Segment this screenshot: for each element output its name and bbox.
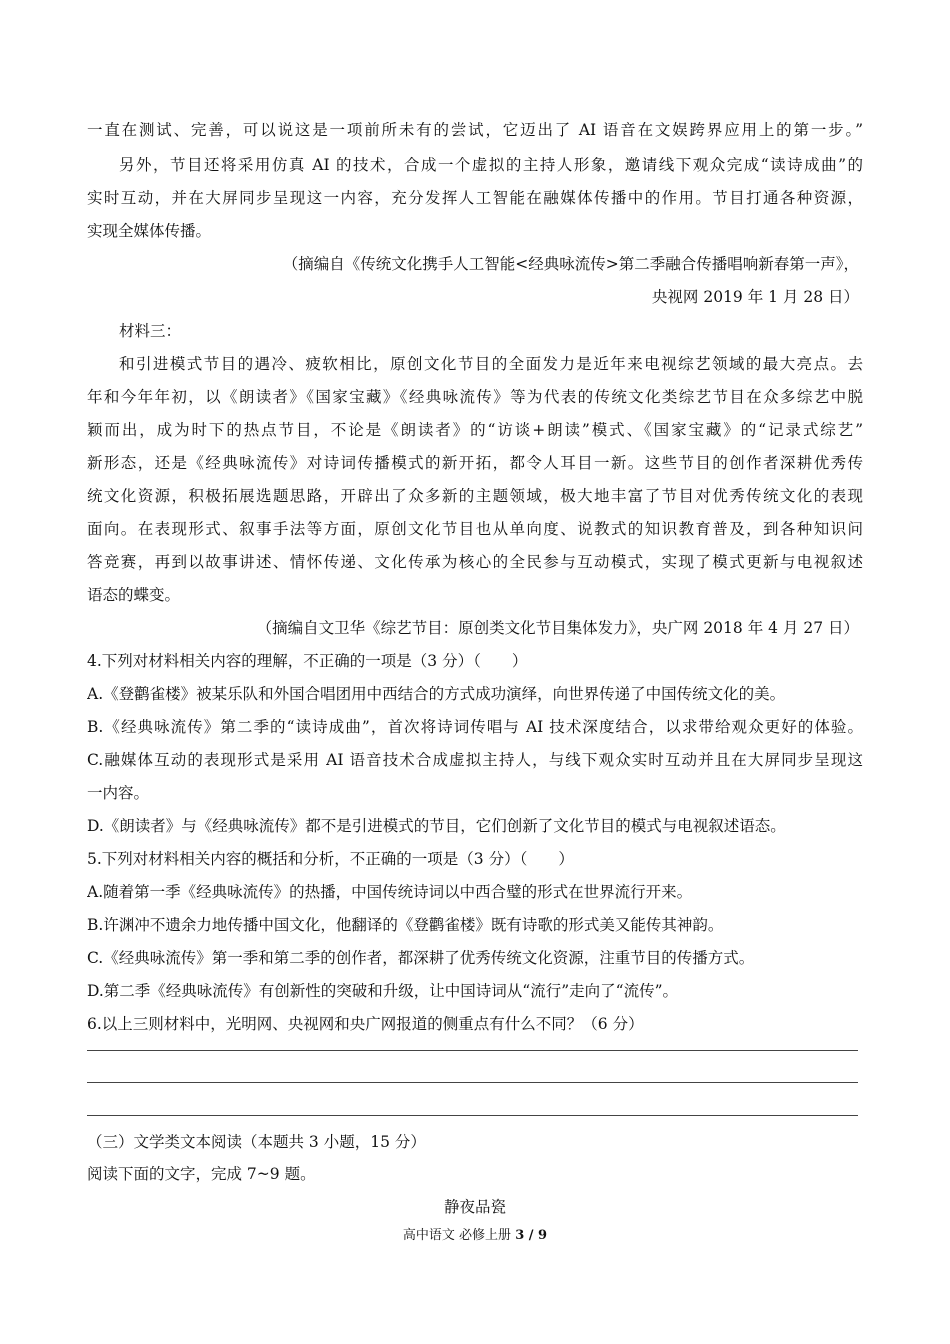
answer-line-3[interactable] (87, 1115, 858, 1116)
material3-line-2: 年和今年年初，以《朗读者》《国家宝藏》《经典咏流传》等为代表的传统文化类综艺节目在众多综艺中脱 (87, 388, 863, 406)
source2-line-2: 央视网 2019 年 1 月 28 日） (651, 288, 859, 306)
material3-line-7: 答竞赛，再到以故事讲述、情怀传递、文化传承为核心的全民参与互动模式，实现了模式更新与电视叙述 (87, 553, 863, 571)
article-title: 静夜品瓷 (443, 1198, 506, 1216)
section3-instruction: 阅读下面的文字，完成 7~9 题。 (87, 1165, 316, 1183)
section3-title: （三）文学类文本阅读（本题共 3 小题，15 分） (87, 1133, 426, 1151)
q4-option-d: D.《朗读者》与《经典咏流传》都不是引进模式的节目，它们创新了文化节目的模式与电视叙述语态。 (87, 817, 786, 835)
q4-option-c-line-1: C.融媒体互动的表现形式是采用 AI 语音技术合成虚拟主持人，与线下观众实时互动并且在大屏同步呈现这 (87, 751, 863, 769)
material3-heading: 材料三： (119, 322, 182, 340)
material2-line-2: 另外，节目还将采用仿真 AI 的技术，合成一个虚拟的主持人形象，邀请线下观众完成“读诗成曲”的 (119, 156, 863, 174)
source2-line-1: （摘编自《传统文化携手人工智能<经典咏流传>第二季融合传播唱响新春第一声》， (282, 255, 859, 273)
material2-line-4: 实现全媒体传播。 (87, 222, 212, 240)
q4-option-c-line-2: 一内容。 (87, 784, 150, 802)
answer-line-1[interactable] (87, 1050, 858, 1051)
q4-option-a: A.《登鹳雀楼》被某乐队和外国合唱团用中西结合的方式成功演绎，向世界传递了中国传统文化的美。 (87, 685, 786, 703)
answer-line-2[interactable] (87, 1082, 858, 1083)
q4-option-b: B.《经典咏流传》第二季的“读诗成曲”，首次将诗词传唱与 AI 技术深度结合，以求带给观众更好的体验。 (87, 718, 863, 736)
footer-course: 高中语文 必修上册 (402, 1228, 512, 1243)
material3-line-8: 语态的蝶变。 (87, 586, 181, 604)
q6-stem: 6.以上三则材料中，光明网、央视网和央广网报道的侧重点有什么不同？（6 分） (87, 1015, 644, 1033)
q5-option-c: C.《经典咏流传》第一季和第二季的创作者，都深耕了优秀传统文化资源，注重节目的传播方式。 (87, 949, 755, 967)
page-footer (0, 1228, 950, 1244)
q5-option-a: A.随着第一季《经典咏流传》的热播，中国传统诗词以中西合璧的形式在世界流行开来。 (87, 883, 693, 901)
q4-stem: 4.下列对材料相关内容的理解，不正确的一项是（3 分）（ ） (87, 652, 528, 670)
material2-line-3: 实时互动，并在大屏同步呈现这一内容，充分发挥人工智能在融媒体传播中的作用。节目打通各种资源， (87, 189, 863, 207)
q5-option-d: D.第二季《经典咏流传》有创新性的突破和升级，让中国诗词从“流行”走向了“流传”。 (87, 982, 679, 1000)
material3-line-3: 颖而出，成为时下的热点节目，不论是《朗读者》的“访谈+朗读”模式、《国家宝藏》的“记录式综艺” (87, 421, 863, 439)
material3-line-6: 面向。在表现形式、叙事手法等方面，原创文化节目也从单向度、说教式的知识教育普及，到各种知识问 (87, 520, 863, 538)
material3-line-1: 和引进模式节目的遇冷、疲软相比，原创文化节目的全面发力是近年来电视综艺领域的最大亮点。去 (119, 355, 863, 373)
material3-line-5: 统文化资源，积极拓展选题思路，开辟出了众多新的主题领域，极大地丰富了节目对优秀传统文化的表现 (87, 487, 863, 505)
material2-line-1: 一直在测试、完善，可以说这是一项前所未有的尝试，它迈出了 AI 语音在文娱跨界应用上的第一步。” (87, 121, 863, 139)
q5-stem: 5.下列对材料相关内容的概括和分析，不正确的一项是（3 分）（ ） (87, 850, 574, 868)
source3: （摘编自文卫华《综艺节目：原创类文化节目集体发力》，央广网 2018 年 4 月 27 日） (256, 619, 859, 637)
q5-option-b: B.许渊冲不遗余力地传播中国文化，他翻译的《登鹳雀楼》既有诗歌的形式美又能传其神韵。 (87, 916, 724, 934)
footer-page-number: 3 / 9 (515, 1228, 548, 1243)
material3-line-4: 新形态，还是《经典咏流传》对诗词传播模式的新开拓，都令人耳目一新。这些节目的创作者深耕优秀传 (87, 454, 863, 472)
